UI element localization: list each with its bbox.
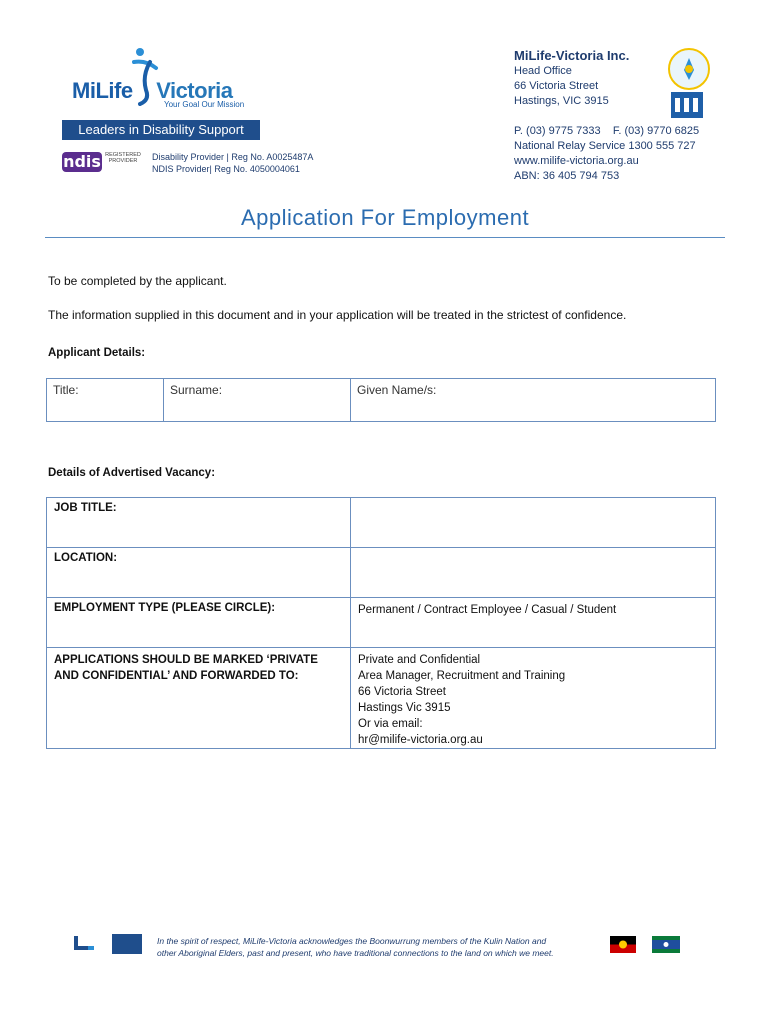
contact-details <box>514 124 699 184</box>
table-row <box>47 648 716 749</box>
address-line: Area Manager, Recruitment and Training <box>358 670 566 682</box>
provider-line-ndis: NDIS Provider| Reg No. 4050004061 <box>152 164 300 174</box>
address-line: 66 Victoria Street <box>358 686 447 698</box>
page-title: Application For Employment <box>240 205 530 230</box>
office-suburb: Hastings, VIC 3915 <box>514 95 609 107</box>
intro-instruction: To be completed by the applicant. <box>48 274 227 288</box>
forward-to-label <box>47 648 351 749</box>
office-street: 66 Victoria Street <box>514 80 599 92</box>
website: www.milife-victoria.org.au <box>514 155 639 167</box>
job-title-label: JOB TITLE: <box>47 498 351 548</box>
given-names-field[interactable] <box>351 379 716 422</box>
abn: ABN: 36 405 794 753 <box>514 170 620 182</box>
brand-banner: Leaders in Disability Support <box>62 120 260 140</box>
given-names-label: Given Name/s: <box>357 383 437 397</box>
employment-type-options[interactable] <box>351 598 716 648</box>
footer-victoria-logo-icon <box>112 934 142 954</box>
table-row <box>47 548 716 598</box>
people-group-icon <box>671 92 703 118</box>
job-title-field[interactable] <box>351 498 716 548</box>
ndis-logo: ndis <box>63 152 101 171</box>
footer-partner-logo-icon <box>72 934 96 954</box>
address-line: Hastings Vic 3915 <box>358 702 451 714</box>
vacancy-table <box>46 497 716 749</box>
address-line: Or via email: <box>358 718 423 730</box>
provider-registration <box>152 151 313 175</box>
title-divider <box>45 237 725 238</box>
phone-fax: P. (03) 9775 7333 F. (03) 9770 6825 <box>514 125 700 137</box>
surname-label: Surname: <box>170 383 223 397</box>
brand-name-victoria: Victoria <box>156 78 233 103</box>
ndis-registered-label: REGISTERED PROVIDER <box>105 152 141 164</box>
location-label: LOCATION: <box>47 548 351 598</box>
acknowledgement-line2: other Aboriginal Elders, past and present, who have traditional connections to the land on which we meet. <box>157 948 554 958</box>
applicant-details-table <box>46 378 716 422</box>
title-field[interactable] <box>47 379 164 422</box>
aboriginal-flag-icon <box>610 936 636 953</box>
forward-to-address <box>351 648 716 749</box>
brand-name-milife: MiLife <box>72 78 133 103</box>
table-row <box>47 598 716 648</box>
org-name: MiLife-Victoria Inc. <box>514 48 630 63</box>
provider-line-disability: Disability Provider | Reg No. A0025487A <box>152 152 314 162</box>
employment-type-text: Permanent / Contract Employee / Casual / Student <box>358 604 617 616</box>
brand-tagline: Your Goal Our Mission <box>164 100 245 109</box>
title-label: Title: <box>53 383 79 397</box>
location-field[interactable] <box>351 548 716 598</box>
office-label: Head Office <box>514 65 572 77</box>
relay-service: National Relay Service 1300 555 727 <box>514 140 696 152</box>
accreditation-badge-icon <box>668 48 710 90</box>
torres-strait-flag-icon <box>652 936 680 953</box>
intro-confidentiality: The information supplied in this document and in your application will be treated in the strictest of confidence. <box>48 308 627 322</box>
vacancy-heading: Details of Advertised Vacancy: <box>48 467 216 479</box>
forward-to-label-line1: APPLICATIONS SHOULD BE MARKED ‘PRIVATE <box>54 654 318 666</box>
applicant-details-heading: Applicant Details: <box>48 347 146 359</box>
employment-type-label: EMPLOYMENT TYPE (PLEASE CIRCLE): <box>47 598 351 648</box>
table-row <box>47 498 716 548</box>
email-address[interactable]: hr@milife-victoria.org.au <box>358 734 483 746</box>
acknowledgement-of-country <box>157 935 554 959</box>
office-address <box>514 64 609 109</box>
address-line: Private and Confidential <box>358 654 481 666</box>
forward-to-label-line2: AND CONFIDENTIAL’ AND FORWARDED TO: <box>54 670 299 682</box>
surname-field[interactable] <box>164 379 351 422</box>
acknowledgement-line1: In the spirit of respect, MiLife-Victoria acknowledges the Boonwurrung members of the Kulin Nation and <box>157 936 547 946</box>
